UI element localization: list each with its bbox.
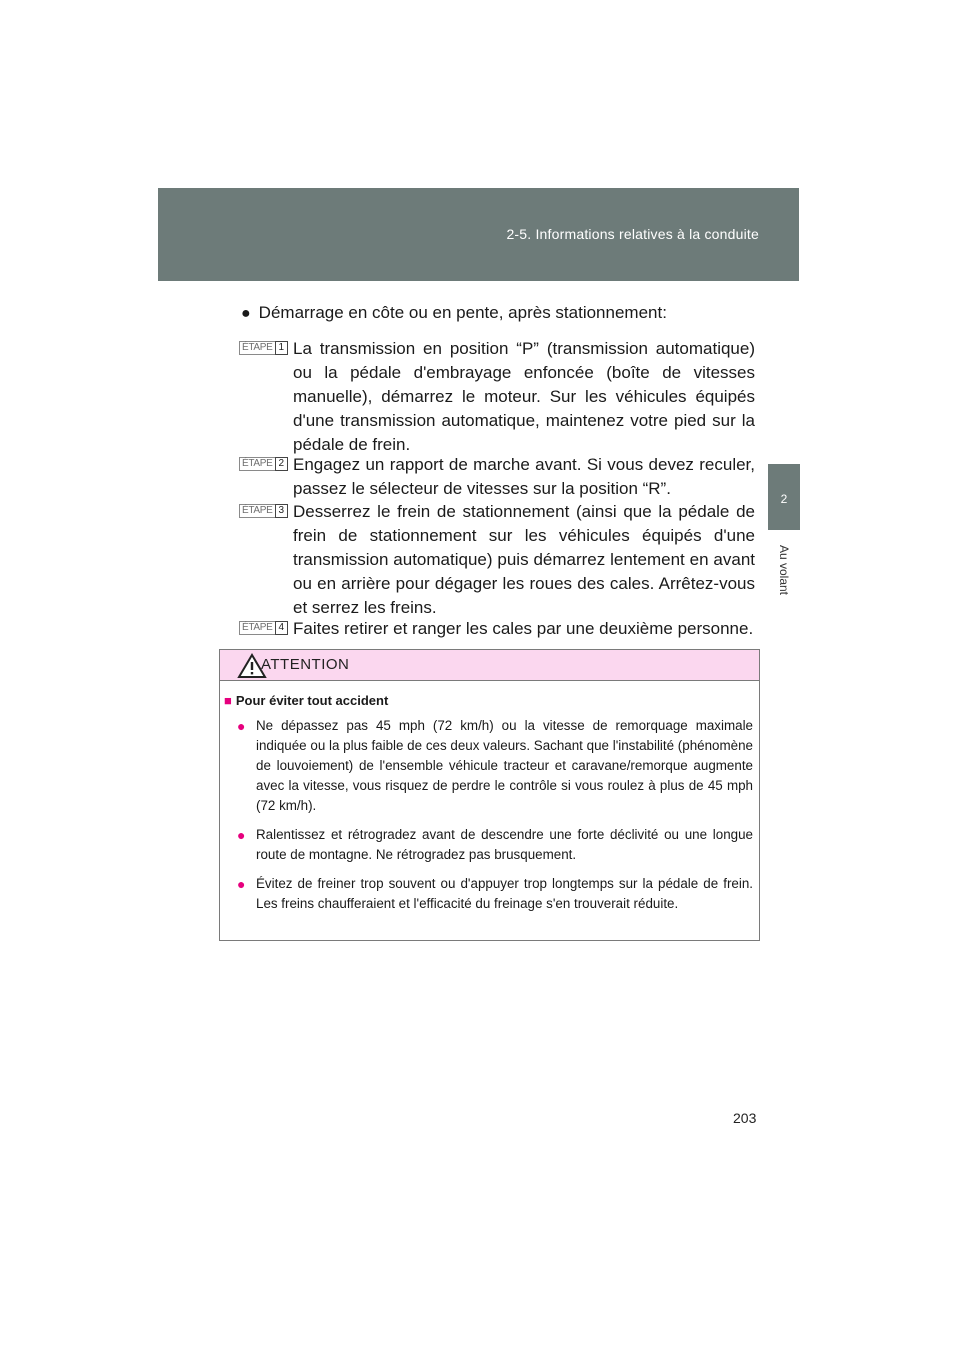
step-badge: ÉTAPE 3: [239, 504, 288, 518]
bullet-icon: ●: [241, 305, 251, 322]
bullet-icon: ●: [237, 827, 246, 843]
step-text: Engagez un rapport de marche avant. Si vous devez reculer, passez le sélecteur de vitesses sur la position “R”.: [293, 455, 755, 498]
step-badge: ÉTAPE 2: [239, 457, 288, 471]
chapter-tab: [768, 464, 800, 530]
chapter-label: [768, 530, 800, 610]
step-badge: ÉTAPE 4: [239, 621, 288, 635]
step-2: [239, 453, 755, 501]
chapter-label-text: Au volant: [777, 544, 792, 596]
step-text: Faites retirer et ranger les cales par une deuxième personne.: [293, 619, 754, 638]
page-number: 203: [733, 1110, 757, 1126]
section-title: 2-5. Informations relatives à la conduite: [506, 226, 759, 242]
bullet-icon: ●: [237, 718, 246, 734]
step-text: Desserrez le frein de stationnement (ainsi que la pédale de frein de stationnement sur les véhicules équipés d'une transmission automatique) puis démarrez lentement en avant ou en arrière pour dégager les roues des cales. Arrêtez-vous et serrez les freins.: [293, 502, 755, 617]
procedure-heading: [241, 301, 761, 326]
square-bullet-icon: ■: [224, 693, 232, 708]
step-4: [239, 617, 755, 641]
step-1: [239, 337, 755, 457]
bullet-icon: ●: [237, 876, 246, 892]
chapter-number: 2: [780, 492, 788, 506]
step-badge: ÉTAPE 1: [239, 341, 288, 355]
warning-item: ● Ne dépassez pas 45 mph (72 km/h) ou la vitesse de remorquage maximale indiquée ou la plus faible de ces deux valeurs. Sachant que l'instabilité (phénomène de louvoiement) de l'ensemble véhicule tracteur et caravane/remorque augmente avec la vitesse, vous risquez de perdre le contrôle si vous roulez à plus de 45 mph (72 km/h).: [237, 718, 753, 813]
step-3: [239, 500, 755, 620]
warning-item: ● Évitez de freiner trop souvent ou d'appuyer trop longtemps sur la pédale de frein. Les freins chaufferaient et l'efficacité du freinage s'en trouverait réduite.: [237, 876, 753, 911]
warning-body: [220, 681, 759, 914]
warning-box: [219, 649, 760, 941]
step-text: La transmission en position “P” (transmission automatique) ou la pédale d'embrayage enfoncée (boîte de vitesses manuelle), démarrez le moteur. Sur les véhicules équipés d'une transmission automatique, maintenez votre pied sur la pédale de frein.: [293, 339, 755, 454]
warning-title: ATTENTION: [261, 656, 350, 673]
procedure-heading-text: Démarrage en côte ou en pente, après stationnement:: [258, 303, 667, 322]
warning-subheading: ■ Pour éviter tout accident: [224, 693, 389, 708]
warning-header: [220, 650, 759, 681]
warning-item: ● Ralentissez et rétrogradez avant de descendre une forte déclivité ou une longue route de montagne. Ne rétrogradez pas brusquement.: [237, 827, 753, 862]
section-header: [158, 188, 799, 281]
